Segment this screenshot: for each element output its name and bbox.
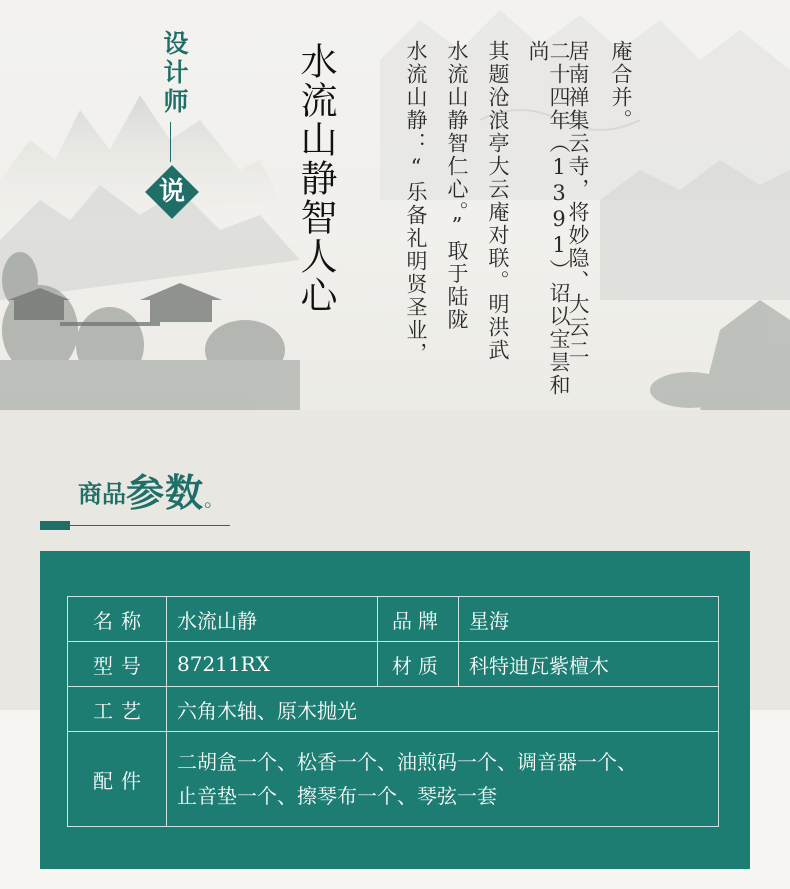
table-row bbox=[68, 597, 719, 642]
table-row bbox=[68, 687, 719, 732]
spec-panel bbox=[40, 551, 750, 869]
params-heading-dot: 。 bbox=[204, 487, 225, 511]
design-title: 水流山静智人心 bbox=[294, 42, 337, 315]
spec-label-material: 材质 bbox=[378, 642, 459, 687]
speak-diamond-badge bbox=[145, 165, 199, 219]
poem-column: 居南禅集云寺，将妙隐、大云二 bbox=[566, 40, 590, 362]
params-heading-main: 参数 bbox=[126, 470, 205, 515]
spec-value-accessories bbox=[167, 732, 719, 827]
designer-label: 设计师 bbox=[160, 30, 189, 117]
designer-divider bbox=[170, 122, 171, 162]
spec-table bbox=[67, 596, 719, 827]
poem-column: 二十四年（1391）诏以宝昙和尚 bbox=[526, 40, 571, 397]
spec-label-model: 型号 bbox=[68, 642, 167, 687]
params-heading bbox=[78, 462, 224, 517]
landscape-banner bbox=[0, 0, 790, 410]
underline-bar bbox=[40, 521, 70, 530]
poem-column: 其题沧浪亭大云庵对联。明洪武 bbox=[486, 40, 510, 362]
spec-value-brand: 星海 bbox=[459, 597, 719, 642]
spec-value-craft: 六角木轴、原木抛光 bbox=[167, 687, 719, 732]
accessories-line: 止音垫一个、擦琴布一个、琴弦一套 bbox=[177, 784, 497, 808]
spec-value-material: 科特迪瓦紫檀木 bbox=[459, 642, 719, 687]
ink-landscape-illustration bbox=[0, 0, 790, 410]
params-heading-underline bbox=[40, 521, 230, 530]
spec-label-name: 名称 bbox=[68, 597, 167, 642]
poem-column: 庵合并。 bbox=[609, 40, 633, 132]
table-row bbox=[68, 642, 719, 687]
poem-column: 水流山静：“乐备礼明贤圣业， bbox=[404, 40, 428, 365]
table-row bbox=[68, 732, 719, 827]
diamond-char: 说 bbox=[158, 177, 185, 207]
spec-label-brand: 品牌 bbox=[378, 597, 459, 642]
accessories-line: 二胡盒一个、松香一个、油煎码一个、调音器一个、 bbox=[177, 750, 637, 774]
spec-value-model: 87211RX bbox=[167, 642, 378, 687]
underline-line bbox=[70, 525, 230, 526]
poem-column: 水流山静智仁心。”取于陆陇 bbox=[445, 40, 469, 332]
spec-label-craft: 工艺 bbox=[68, 687, 167, 732]
spec-label-accessories: 配件 bbox=[68, 732, 167, 827]
spec-value-name: 水流山静 bbox=[167, 597, 378, 642]
params-heading-prefix: 商品 bbox=[78, 479, 126, 508]
